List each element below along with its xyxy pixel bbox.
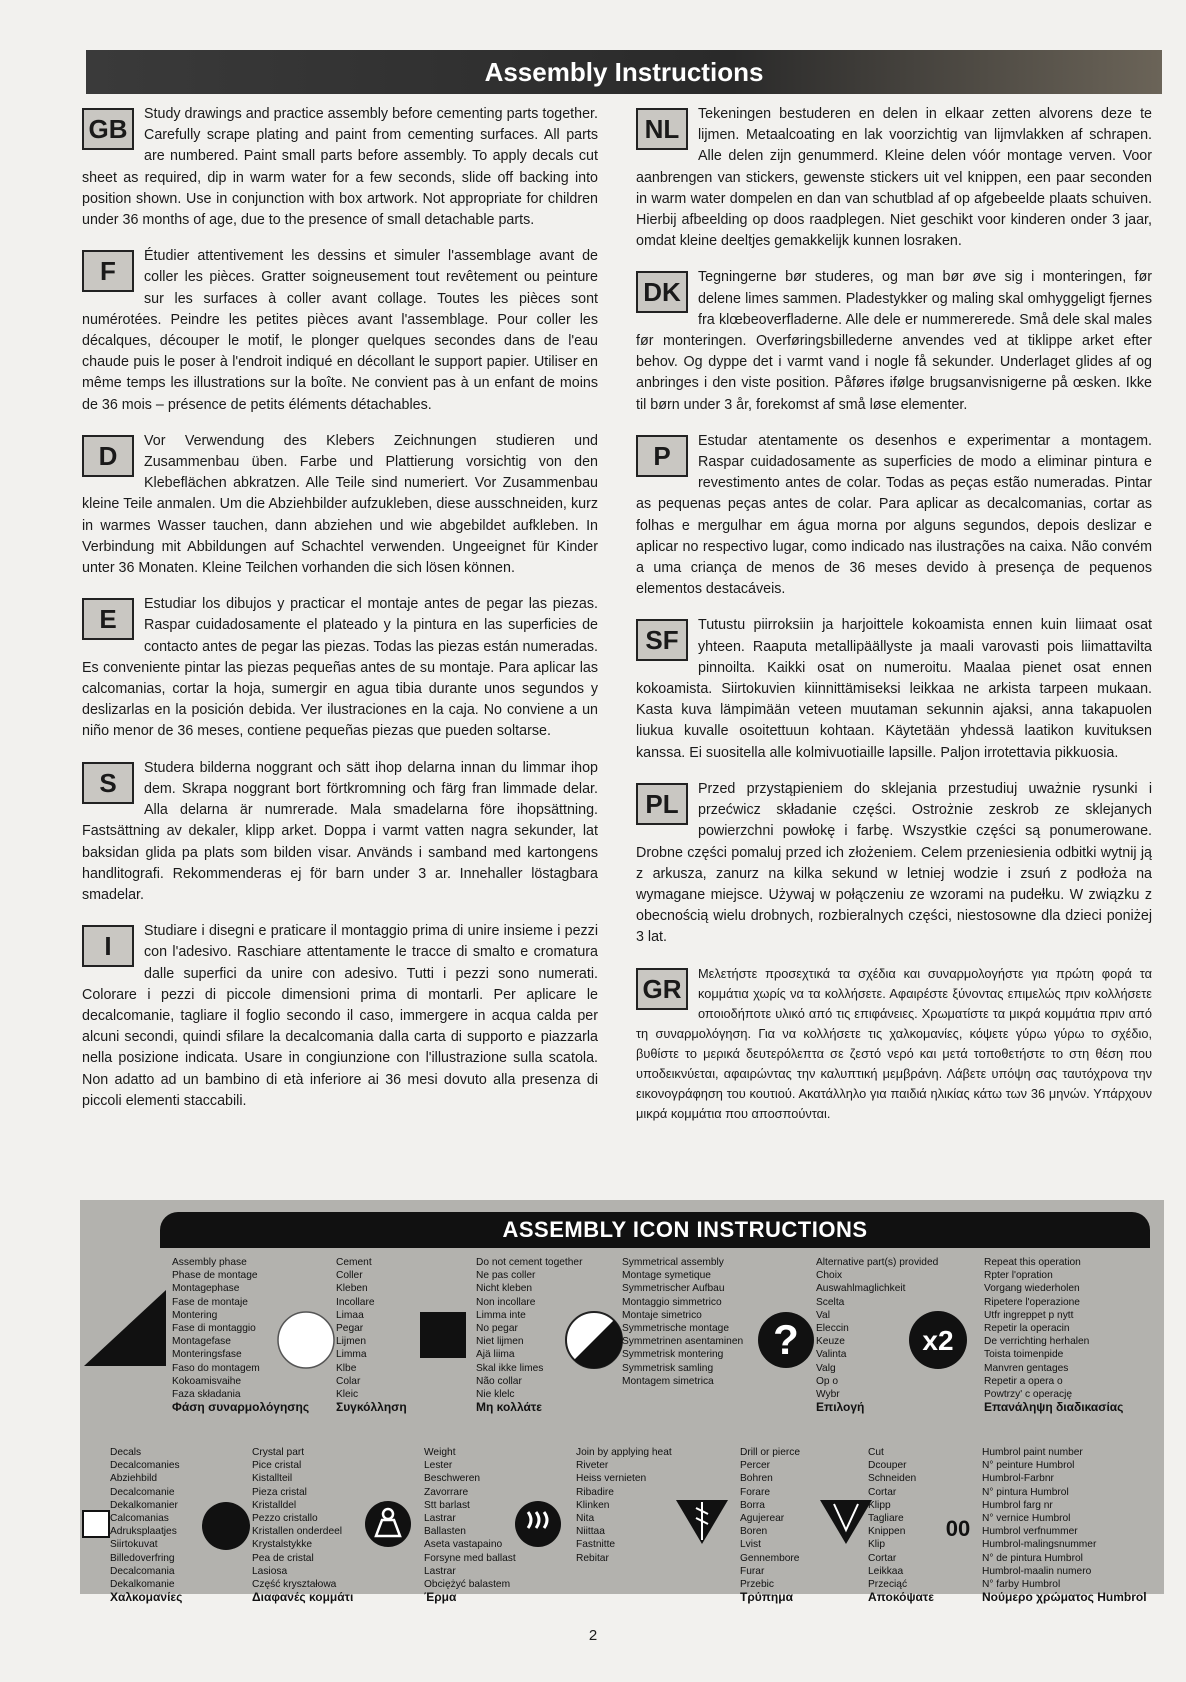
- icon-legend-line: Riveter: [576, 1460, 609, 1472]
- icon-legend-line: Vorgang wiederholen: [984, 1283, 1080, 1295]
- icon-legend-greek: Φάση συναρμολόγησης: [172, 1400, 310, 1415]
- icon-legend-line: Ripetere l'operazione: [984, 1296, 1080, 1308]
- humbrol-paint-number-icon: [938, 1510, 978, 1544]
- icon-legend-line: Phase de montage: [172, 1270, 258, 1282]
- icon-legend-line: Heiss vernieten: [576, 1473, 647, 1485]
- icon-legend-line: Powtrzy' c operację: [984, 1389, 1073, 1401]
- icon-legend-line: Obciężyć balastem: [424, 1579, 511, 1591]
- instruction-text: Study drawings and practice assembly before cementing parts together. Carefully scrape plating and paint from cementing surfaces. All parts are numbered. Paint small parts before assembly. To apply decals cut sheet as required, dip in warm water for a few seconds, slide off backing into position shown. Use in conjunction with box artwork. Not appropriate for children under 36 months of age, due to the presence of small detachable parts.: [82, 106, 598, 229]
- icon-legend-line: Dekalkomanie: [110, 1579, 175, 1591]
- icon-legend-line: Symmetrisk montering: [622, 1349, 724, 1361]
- icon-legend-line: Symmetrinen asentaminen: [622, 1336, 744, 1348]
- instruction-text: Studiare i disegni e praticare il montaggio prima di unire insieme i pezzi con l'adesivo. Raschiare attentamente le tracce di smalto e cromatura dalle superfici da unire con adesivo. Tutti i pezzi sono numerati. Colorare i pezzi di piccole dimensioni prima di montarli. Per aplicare le decalcomanie, tagliare il foglio secondo il caso, immergere in acqua calda per alcuni secondi, quindi sfilare la decalcomania dalla carta di supporto e piazzarla nella posizione indicata. Usare in congiunzione con l'illustrazione sulla scatola. Non adatto ad un bambino di età inferiore ai 36 mesi dovuto alla presenza di piccoli elementi staccabili.: [82, 923, 598, 1109]
- icon-legend-greek: Διαφανές κομμάτι: [252, 1590, 354, 1605]
- icon-legend-line: Dcouper: [868, 1460, 907, 1472]
- icon-legend-line: Humbrol-malingsnummer: [982, 1539, 1097, 1551]
- do-not-cement-square-icon: [420, 1312, 466, 1358]
- alternative-part-question-icon: [756, 1310, 816, 1370]
- icon-legend-line: Weight: [424, 1447, 456, 1458]
- crystal-part-circle-icon: [202, 1502, 250, 1550]
- icon-legend-line: Krystalstykke: [252, 1539, 313, 1551]
- icon-instructions-title: ASSEMBLY ICON INSTRUCTIONS: [160, 1212, 1150, 1248]
- icon-legend-line: Niittaa: [576, 1526, 605, 1538]
- icon-legend-line: Boren: [740, 1526, 768, 1538]
- icon-legend-line: Forare: [740, 1486, 771, 1498]
- icon-legend-greek: Επιλογή: [816, 1400, 865, 1415]
- language-section-gr: [636, 964, 1152, 1124]
- icon-legend-line: N° vernice Humbrol: [982, 1513, 1071, 1525]
- icon-legend-greek: Επανάληψη διαδικασίας: [984, 1400, 1124, 1415]
- icon-legend-line: Nita: [576, 1513, 595, 1525]
- language-code-badge: E: [82, 598, 134, 640]
- instruction-text: Tegningerne bør studeres, og man bør øve sig i monteringen, før delene limes sammen. Pladestykker og maling skal omhyggeligt fjernes fra klœbeoverfladerne. Alle dele er nummererede. Små dele skal males før monteringen. Overføringsbillederne anvendes ved at tiklippe arket efter behov. Og dyppe det i varmt vand i nogle få sekunder. Underlaget glides af og anbringes i den viste position. Påføres ifølge brugsanvisnigerne på œsken. Ikke til børn under 3 år, forekomst af små løse elementer.: [636, 269, 1152, 413]
- icon-legend-cell: [982, 1446, 1147, 1604]
- icon-legend-greek: Τρύπημα: [740, 1590, 793, 1605]
- icon-legend-line: Alternative part(s) provided: [816, 1257, 939, 1268]
- language-section-nl: [636, 104, 1152, 252]
- icon-legend-line: Kokoamisvaihe: [172, 1375, 242, 1387]
- language-code-badge: PL: [636, 783, 688, 825]
- icon-legend-line: Wybr: [816, 1389, 840, 1401]
- language-section-s: [82, 758, 598, 906]
- icon-legend-line: Humbrol-Farbnr: [982, 1473, 1054, 1485]
- icon-legend-line: Borra: [740, 1499, 765, 1511]
- icon-legend-line: Humbrol farg nr: [982, 1499, 1053, 1511]
- icon-legend-line: Przebic: [740, 1579, 774, 1591]
- icon-legend-line: Symmetrische montage: [622, 1323, 730, 1335]
- icon-legend-line: Montage symetique: [622, 1270, 711, 1282]
- icon-legend-line: Não collar: [476, 1375, 522, 1387]
- icon-legend-line: Percer: [740, 1460, 771, 1472]
- language-section-i: [82, 921, 598, 1112]
- icon-legend-line: Abziehbild: [110, 1473, 158, 1485]
- icon-legend-line: Furar: [740, 1565, 765, 1577]
- icon-legend-cell: [868, 1446, 934, 1604]
- icon-legend-line: Bohren: [740, 1473, 773, 1485]
- icon-legend-greek: Συγκόλληση: [336, 1400, 407, 1415]
- icon-legend-line: Ajä liima: [476, 1349, 515, 1361]
- icon-legend-greek: Νούμερο χρώματος Humbrol: [982, 1590, 1147, 1605]
- icon-legend-line: Montaggio simmetrico: [622, 1296, 722, 1308]
- icon-legend-line: Choix: [816, 1270, 843, 1282]
- icon-legend-line: Kleic: [336, 1389, 359, 1401]
- icon-legend-line: Rpter l'opration: [984, 1270, 1053, 1282]
- icon-legend-line: Scelta: [816, 1296, 845, 1308]
- language-section-pl: [636, 779, 1152, 949]
- language-code-badge: NL: [636, 108, 688, 150]
- icon-legend-line: Op o: [816, 1375, 839, 1387]
- icon-legend-line: Klinken: [576, 1499, 610, 1511]
- page-number: 2: [588, 1627, 598, 1644]
- icon-legend-line: Montagem simetrica: [622, 1375, 714, 1387]
- icon-legend-line: Pegar: [336, 1323, 364, 1335]
- icon-legend-line: Valg: [816, 1362, 836, 1374]
- icon-legend-line: Schneiden: [868, 1473, 917, 1485]
- heat-rivet-icon: [514, 1500, 562, 1548]
- cement-circle-icon: [276, 1310, 336, 1370]
- icon-legend-cell: [336, 1256, 407, 1414]
- icon-legend-line: Zavorrare: [424, 1486, 469, 1498]
- icon-legend-greek: Έρμα: [424, 1590, 457, 1605]
- icon-legend-line: Kistallteil: [252, 1473, 293, 1485]
- icon-legend-line: Przeciąć: [868, 1579, 908, 1591]
- instruction-text: Studera bilderna noggrant och sätt ihop delarna innan du limmar ihop dem. Skrapa noggrant bort förtkromning och färg fran limmade delar. Alla delarna är numrerade. Mala smadelarna före ihopsättning. Fastsättning av dekaler, klipp arket. Doppa i varmt vatten nagra sekunder, lat baksidan glida pa plats som bilden visar. Används i samband med kartongens handlitografi. Rekommenderas ej för barn under 3 ar. Innehaller löstagbara smadelar.: [82, 759, 598, 903]
- language-code-badge: GR: [636, 968, 688, 1010]
- drill-icon: [676, 1500, 728, 1544]
- icon-legend-line: Incollare: [336, 1296, 375, 1308]
- instruction-text: Étudier attentivement les dessins et simuler l'assemblage avant de coller les pièces. Gratter soigneusement tout revêtement ou peinture sur les surfaces à coller avant collage. Toutes les pièces sont numérotées. Peindre les petites pièces avant l'assemblage. Pour coller les décalques, découper le motif, le plonger quelques secondes dans de l'eau chaude puis le poser à l'endroit indiqué en décollant le support papier. Utiliser en même temps les illustrations sur la boîte. Ne convient pas à un enfant de moins de 36 mois – présence de petits éléments détachables.: [82, 248, 598, 413]
- icon-legend-line: Toista toimenpide: [984, 1349, 1064, 1361]
- instruction-text: Tutustu piirroksiin ja harjoittele kokoamista ennen kuin liimaat osat yhteen. Raaputa metallipäällyste ja maali varovasti pois liimattavilta pinnoilta. Kaikki osat on numeroitu. Maalaa pienet osat ennen kokoamista. Siirtokuvien kiinnittämiseksi leikkaa ne arkista tarpeen mukaan. Kasta kuva lämpimään veteen muutaman sekunnin ajaksi, anna takapuolen liukua kuvalle osoitettuun kohtaan. Käytetään yhdessä laatikon kuvituksen kanssa. Ei suositella alle kolmivuotiaille lapsille. Paljon irrotettavia pikkuosia.: [636, 617, 1152, 761]
- icon-legend-line: Pea de cristal: [252, 1552, 314, 1564]
- icon-legend-line: Manvren gentages: [984, 1362, 1069, 1374]
- icon-legend-line: Billedoverfring: [110, 1552, 175, 1564]
- icon-legend-line: N° peinture Humbrol: [982, 1460, 1075, 1472]
- icon-legend-line: Niet lijmen: [476, 1336, 524, 1348]
- language-code-badge: P: [636, 435, 688, 477]
- icon-legend-line: Utfr ingreppet p nytt: [984, 1309, 1074, 1321]
- icon-legend-line: Tagliare: [868, 1513, 904, 1525]
- icon-legend-line: Montering: [172, 1309, 218, 1321]
- icon-legend-line: Skal ikke limes: [476, 1362, 544, 1374]
- icon-legend-line: Fastnitte: [576, 1539, 616, 1551]
- icon-legend-line: Fase di montaggio: [172, 1323, 256, 1335]
- icon-legend-line: Lastrar: [424, 1565, 456, 1577]
- icon-legend-line: Auswahlmaglichkeit: [816, 1283, 906, 1295]
- icon-legend-line: Rebitar: [576, 1552, 609, 1564]
- icon-legend-line: Beschweren: [424, 1473, 481, 1485]
- language-code-badge: S: [82, 762, 134, 804]
- language-code-badge: SF: [636, 619, 688, 661]
- icon-legend-line: Knippen: [868, 1526, 906, 1538]
- icon-legend-line: Lastrar: [424, 1513, 456, 1525]
- icon-legend-cell: [622, 1256, 743, 1388]
- language-code-badge: DK: [636, 271, 688, 313]
- icon-legend-line: Humbrol-maalin numero: [982, 1565, 1092, 1577]
- icon-legend-line: Ne pas coller: [476, 1270, 536, 1282]
- language-code-badge: F: [82, 250, 134, 292]
- icon-legend-line: Non incollare: [476, 1296, 536, 1308]
- icon-legend-line: Nie klelc: [476, 1389, 515, 1401]
- page-title: Assembly Instructions: [484, 56, 764, 87]
- icon-legend-line: Humbrol paint number: [982, 1447, 1083, 1458]
- language-section-p: [636, 431, 1152, 601]
- icon-legend-line: Faso do montagem: [172, 1362, 260, 1374]
- icon-legend-line: Decals: [110, 1447, 142, 1458]
- icon-legend-line: Kleben: [336, 1283, 368, 1295]
- icon-legend-line: Lvist: [740, 1539, 761, 1551]
- icon-legend-line: Ballasten: [424, 1526, 466, 1538]
- page-header-banner: [86, 50, 1162, 94]
- icon-legend-line: Limma: [336, 1349, 367, 1361]
- language-code-badge: D: [82, 435, 134, 477]
- icon-legend-line: Cut: [868, 1447, 884, 1458]
- icon-legend-line: Gennembore: [740, 1552, 800, 1564]
- right-column: [636, 104, 1152, 1139]
- icon-legend-line: Lijmen: [336, 1336, 367, 1348]
- icon-legend-line: Join by applying heat: [576, 1447, 672, 1458]
- icon-legend-line: Crystal part: [252, 1447, 305, 1458]
- icon-legend-line: N° de pintura Humbrol: [982, 1552, 1083, 1564]
- icon-legend-line: Keuze: [816, 1336, 845, 1348]
- icon-legend-line: Dekalkomanier: [110, 1499, 178, 1511]
- icon-legend-greek: Χαλκομανίες: [110, 1590, 183, 1605]
- icon-legend-line: Siirtokuvat: [110, 1539, 158, 1551]
- icon-legend-line: De verrichting herhalen: [984, 1336, 1090, 1348]
- icon-legend-line: Symmetrisk samling: [622, 1362, 714, 1374]
- icon-legend-line: Val: [816, 1309, 830, 1321]
- language-code-badge: GB: [82, 108, 134, 150]
- language-code-badge: I: [82, 925, 134, 967]
- language-section-dk: [636, 267, 1152, 415]
- language-section-sf: [636, 615, 1152, 763]
- icon-legend-line: Assembly phase: [172, 1257, 247, 1268]
- icon-legend-line: Faza składania: [172, 1389, 241, 1401]
- icon-legend-line: Limaa: [336, 1309, 364, 1321]
- icon-legend-line: Ribadire: [576, 1486, 614, 1498]
- icon-legend-line: Do not cement together: [476, 1257, 583, 1268]
- icon-legend-line: Agujerear: [740, 1513, 785, 1525]
- icon-legend-line: Kristallen onderdeel: [252, 1526, 343, 1538]
- svg-text:00: 00: [945, 1516, 971, 1541]
- icon-legend-line: Symmetrischer Aufbau: [622, 1283, 725, 1295]
- icon-legend-line: N° pintura Humbrol: [982, 1486, 1069, 1498]
- cut-icon: [820, 1500, 872, 1544]
- instruction-text: Estudar atentamente os desenhos e experimentar a montagem. Raspar cuidadosamente as superficies de modo a eliminar pintura e revestimento antes de colar. Todas as peças estão numeradas. Pintar as pequenas peças antes de colar. Para aplicar as decalcomanias, cortar as folhas e mergulhar em água morna por alguns segundos, depois deslizar e aplicar no respectivo lugar, como indicado nas ilustrações na caixa. Não convém a uma criança de menos de 36 meses devido à presença de pequenos elementos destacáveis.: [636, 432, 1152, 598]
- assembly-phase-triangle-icon: [84, 1290, 166, 1366]
- language-section-e: [82, 594, 598, 742]
- icon-legend-line: Humbrol verfnummer: [982, 1526, 1078, 1538]
- icon-legend-line: Colar: [336, 1375, 361, 1387]
- left-column: [82, 104, 598, 1127]
- icon-legend-cell: [984, 1256, 1123, 1414]
- icon-legend-cell: [576, 1446, 672, 1565]
- icon-legend-line: Calcomanias: [110, 1513, 169, 1525]
- icon-legend-line: Valinta: [816, 1349, 847, 1361]
- icon-legend-line: Aseta vastapaino: [424, 1539, 503, 1551]
- icon-legend-line: Forsyne med ballast: [424, 1552, 516, 1564]
- icon-legend-line: Cortar: [868, 1552, 897, 1564]
- icon-legend-line: Adruksplaatjes: [110, 1526, 177, 1538]
- icon-legend-cell: [424, 1446, 516, 1604]
- icon-legend-line: Pieza cristal: [252, 1486, 307, 1498]
- icon-legend-line: Klbe: [336, 1362, 357, 1374]
- icon-legend-line: Fase de montaje: [172, 1296, 248, 1308]
- language-section-gb: [82, 104, 598, 231]
- icon-legend-line: Coller: [336, 1270, 363, 1282]
- icon-legend-greek: Μη κολλάτε: [476, 1400, 542, 1415]
- icon-legend-line: Kristalldel: [252, 1499, 297, 1511]
- icon-legend-line: Stt barlast: [424, 1499, 470, 1511]
- icon-legend-line: Montaje simetrico: [622, 1309, 702, 1321]
- icon-legend-line: Nicht kleben: [476, 1283, 533, 1295]
- icon-legend-line: Lester: [424, 1460, 453, 1472]
- symmetrical-assembly-circle-icon: [564, 1310, 624, 1370]
- icon-legend-line: Pice cristal: [252, 1460, 302, 1472]
- icon-legend-line: Montagefase: [172, 1336, 231, 1348]
- icon-instructions-panel: [80, 1200, 1164, 1605]
- icon-legend-line: Leikkaa: [868, 1565, 904, 1577]
- icon-legend-cell: [110, 1446, 182, 1604]
- icon-legend-line: N° farby Humbrol: [982, 1579, 1061, 1591]
- icon-legend-cell: [252, 1446, 353, 1604]
- svg-text:?: ?: [773, 1316, 799, 1363]
- instruction-text: Przed przystąpieniem do sklejania przestudiuj uważnie rysunki i przećwicz składanie części. Ostrożnie zeskrob ze sklejanych powierzchni powłokę i farbę. Wszystkie części są ponumerowane. Drobne części pomaluj przed ich złożeniem. Celem przeniesienia odbitki wytnij ją z arkusza, zanurz na kilka sekund w letniej wodzie i zsuń z podłoża na wymagane miejsce. Używaj w połączeniu ze wzorami na pudełku. W związku z obecnością wielu drobnych, rozbieralnych części, niestosowne dla dzieci poniżej 3 lat.: [636, 780, 1152, 946]
- icon-legend-line: Repetir la operacin: [984, 1323, 1070, 1335]
- icon-legend-line: Decalcomania: [110, 1565, 175, 1577]
- instruction-text: Vor Verwendung des Klebers Zeichnungen studieren und Zusammenbau üben. Farbe und Plattierung vorsichtig von den Klebeflächen abkratzen. Alle Teile sind numeriert. Vor Zusammenbau kleine Teile anmalen. Um die Abziehbilder aufzukleben, diese ausschneiden, kurz in warmes Wasser tauchen, dann abziehen und wie abgebildet aufkleben. In Verbindung mit Abbildungen auf Schachtel verwenden. Ungeeignet für Kinder unter 36 Monaten. Kleine Teilchen vorhanden die sich lösen können.: [82, 432, 598, 577]
- instruction-text: Μελετήστε προσεχτικά τα σχέδια και συναρμολογήστε για πρώτη φορά τα κομμάτια χωρίς να τα κολλήσετε. Αφαιρέστε ξύνοντας επιμελώς πριν κολλήσετε οποιοδήποτε υλικό από τις επιφάνειες. Χρωματίστε τα μικρά κομμάτια πριν από τη συναρμολόγηση. Για να κολλήσετε τις χαλκομανίες, κόψετε γύρω γύρω το σχέδιο, βυθίστε το μερικά δευτερόλεπτα σε ζεστό νερό και μετά τοποθετήστε το στη θέση που υποδεικνύεται, αφαιρώντας την καλυπτική μεμβράνη. Λάβετε υπόψη σας ταυτόχρονα την εικονογράφηση του κουτιού. Ακατάλληλο για παιδιά ηλικίας κάτω των 36 μηνών. Υπάρχουν μικρά κομμάτια που αποσπούνται.: [636, 965, 1152, 1121]
- icon-legend-greek: Αποκόψατε: [868, 1590, 934, 1605]
- language-section-f: [82, 246, 598, 416]
- icon-legend-line: Repetir a opera o: [984, 1375, 1063, 1387]
- icon-legend-line: Repeat this operation: [984, 1257, 1081, 1268]
- icon-legend-line: Monteringsfase: [172, 1349, 242, 1361]
- icon-legend-line: Limma inte: [476, 1309, 526, 1321]
- icon-legend-line: Lasiosa: [252, 1565, 288, 1577]
- instruction-text: Tekeningen bestuderen en delen in elkaar zetten alvorens deze te lijmen. Metaalcoating en lak voorzichtig van lijmvlakken af schrapen. Alle delen zijn genummerd. Kleine delen vóór montage verven. Voor aanbrengen van stickers, gewenste stickers uit vel knippen, een paar seconden in warm water dompelen en dan van schutblad af op afgebeelde plaats schuiven. Hierbij afbeelding op doos raadplegen. Niet geschikt voor kinderen onder 3 jaar, omdat kleine deeltjes gemakkelijk kunnen losraken.: [636, 106, 1152, 250]
- repeat-x2-icon: [908, 1310, 968, 1370]
- icon-legend-cell: [740, 1446, 800, 1604]
- language-section-d: [82, 431, 598, 579]
- icon-legend-line: Decalcomanie: [110, 1486, 175, 1498]
- decals-square-icon: [82, 1510, 110, 1538]
- icon-legend-line: Klipp: [868, 1499, 891, 1511]
- icon-legend-line: Drill or pierce: [740, 1447, 801, 1458]
- icon-legend-line: Decalcomanies: [110, 1460, 180, 1472]
- icon-legend-line: Montagephase: [172, 1283, 240, 1295]
- icon-legend-line: Eleccin: [816, 1323, 849, 1335]
- icon-legend-line: Symmetrical assembly: [622, 1257, 724, 1268]
- icon-legend-line: Klip: [868, 1539, 885, 1551]
- weight-icon: [364, 1500, 412, 1548]
- icon-legend-line: No pegar: [476, 1323, 518, 1335]
- icon-legend-line: Pezzo cristallo: [252, 1513, 318, 1525]
- icon-legend-line: Część kryształowa: [252, 1579, 337, 1591]
- icon-legend-line: Cortar: [868, 1486, 897, 1498]
- icon-legend-line: Cement: [336, 1257, 372, 1268]
- svg-text:x2: x2: [922, 1325, 954, 1356]
- instruction-text: Estudiar los dibujos y practicar el montaje antes de pegar las piezas. Raspar cuidadosamente el plateado y la pintura en las superficies de contacto antes de pegar las piezas. Todas las piezas están numeradas. Es conveniente pintar las piezas pequeñas antes de su montaje. Para aplicar las calcomanias, cortar la hoja, sumergir en agua tibia durante unos segundos y deslizarlas en la posición debida. Ver ilustraciones en la caja. No conviene a un niño menor de 36 meses, contiene pequeñas piezas que pueden soltarse.: [82, 596, 598, 740]
